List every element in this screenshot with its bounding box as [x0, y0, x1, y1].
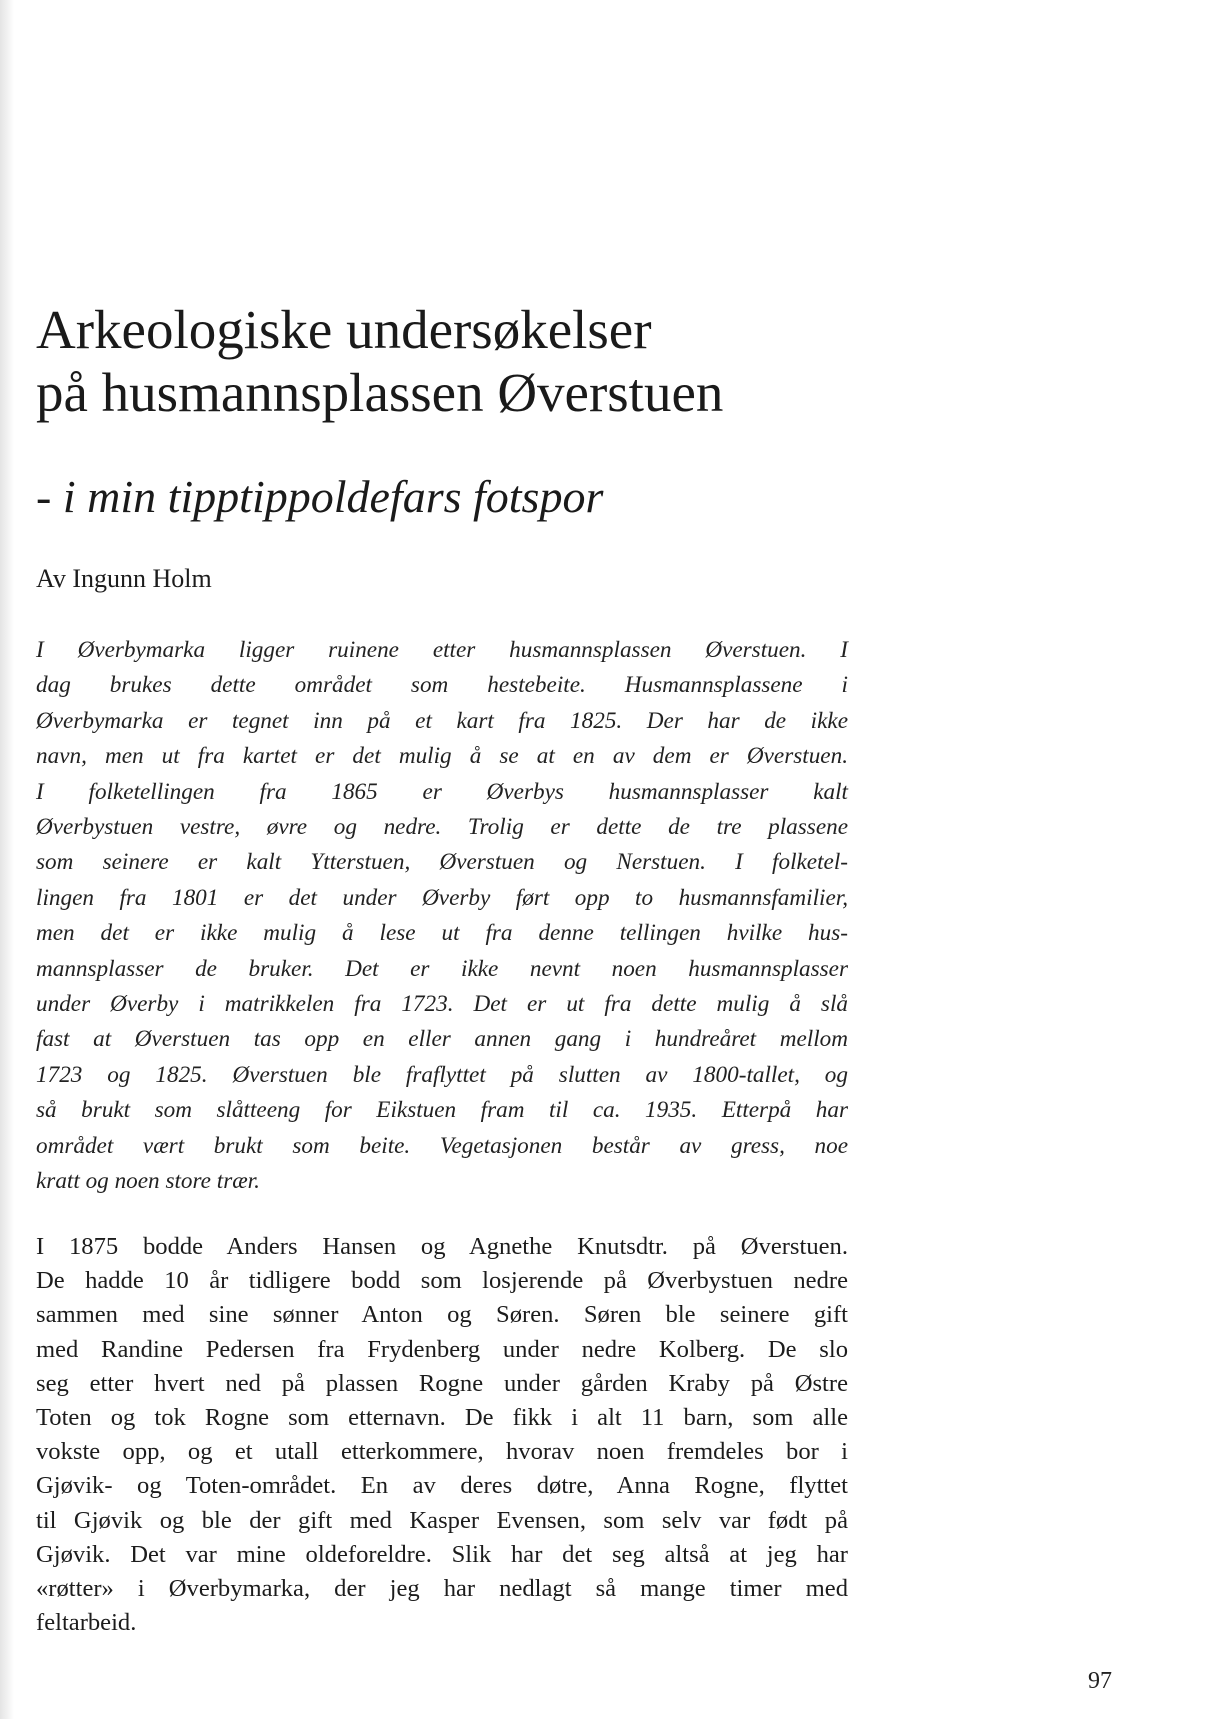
body-line: Gjøvik- og Toten-området. En av deres døtre, Anna Rogne, flyttet — [36, 1472, 848, 1500]
title-line: på husmannsplassen Øverstuen — [36, 362, 724, 423]
lead-line: så brukt som slåtteeng for Eikstuen fram til ca. 1935. Etterpå har — [36, 1097, 848, 1124]
page-edge-shadow — [0, 0, 14, 1719]
body-line: Toten og tok Rogne som etternavn. De fikk i alt 11 barn, som alle — [36, 1404, 848, 1432]
lead-line: 1723 og 1825. Øverstuen ble fraflyttet på slutten av 1800-tallet, og — [36, 1061, 848, 1088]
body-line: sammen med sine sønner Anton og Søren. Søren ble seinere gift — [36, 1301, 848, 1329]
lead-line: I folketellingen fra 1865 er Øverbys husmannsplasser kalt — [36, 778, 848, 805]
lead-line: dag brukes dette området som hestebeite. Husmannsplassene i — [36, 672, 848, 699]
body-line: til Gjøvik og ble der gift med Kasper Evensen, som selv var født på — [36, 1506, 848, 1534]
lead-line: Øverbystuen vestre, øvre og nedre. Trolig er dette de tre plassene — [36, 814, 848, 841]
lead-line: under Øverby i matrikkelen fra 1723. Det er ut fra dette mulig å slå — [36, 991, 848, 1018]
lead-line: navn, men ut fra kartet er det mulig å se at en av dem er Øverstuen. — [36, 743, 848, 770]
body-line: seg etter hvert ned på plassen Rogne under gården Kraby på Østre — [36, 1369, 848, 1397]
body-line: «røtter» i Øverbymarka, der jeg har nedlagt så mange timer med — [36, 1575, 848, 1603]
body-line: med Randine Pedersen fra Frydenberg under nedre Kolberg. De slo — [36, 1335, 848, 1363]
body-line: feltarbeid. — [36, 1609, 137, 1637]
body-line: I 1875 bodde Anders Hansen og Agnethe Knutsdtr. på Øverstuen. — [36, 1233, 848, 1260]
lead-line: fast at Øverstuen tas opp en eller annen gang i hundreåret mellom — [36, 1026, 848, 1053]
title-line: Arkeologiske undersøkelser — [36, 299, 652, 360]
lead-line: Øverbymarka er tegnet inn på et kart fra 1825. Der har de ikke — [36, 707, 848, 734]
body-line: De hadde 10 år tidligere bodd som losjerende på Øverbystuen nedre — [36, 1267, 848, 1295]
lead-line: kratt og noen store trær. — [36, 1168, 260, 1195]
body-line: Gjøvik. Det var mine oldeforeldre. Slik har det seg altså at jeg har — [36, 1540, 848, 1568]
lead-line: området vært brukt som beite. Vegetasjonen består av gress, noe — [36, 1132, 848, 1159]
lead-line: lingen fra 1801 er det under Øverby ført opp to husmannsfamilier, — [36, 884, 848, 911]
lead-line: I Øverbymarka ligger ruinene etter husmannsplassen Øverstuen. I — [36, 637, 848, 663]
lead-paragraph — [36, 633, 848, 1200]
article-subtitle: - i min tipptippoldefars fotspor — [36, 471, 604, 522]
article-title — [36, 298, 936, 424]
lead-line: mannsplasser de bruker. Det er ikke nevnt noen husmannsplasser — [36, 955, 848, 982]
lead-line: men det er ikke mulig å lese ut fra denne tellingen hvilke hus- — [36, 920, 848, 947]
body-line: vokste opp, og et utall etterkommere, hvorav noen fremdeles bor i — [36, 1438, 848, 1466]
page-number: 97 — [1088, 1668, 1112, 1694]
lead-line: som seinere er kalt Ytterstuen, Øverstuen og Nerstuen. I folketel- — [36, 849, 848, 876]
body-paragraph — [36, 1230, 848, 1640]
author-byline: Av Ingunn Holm — [36, 564, 212, 593]
